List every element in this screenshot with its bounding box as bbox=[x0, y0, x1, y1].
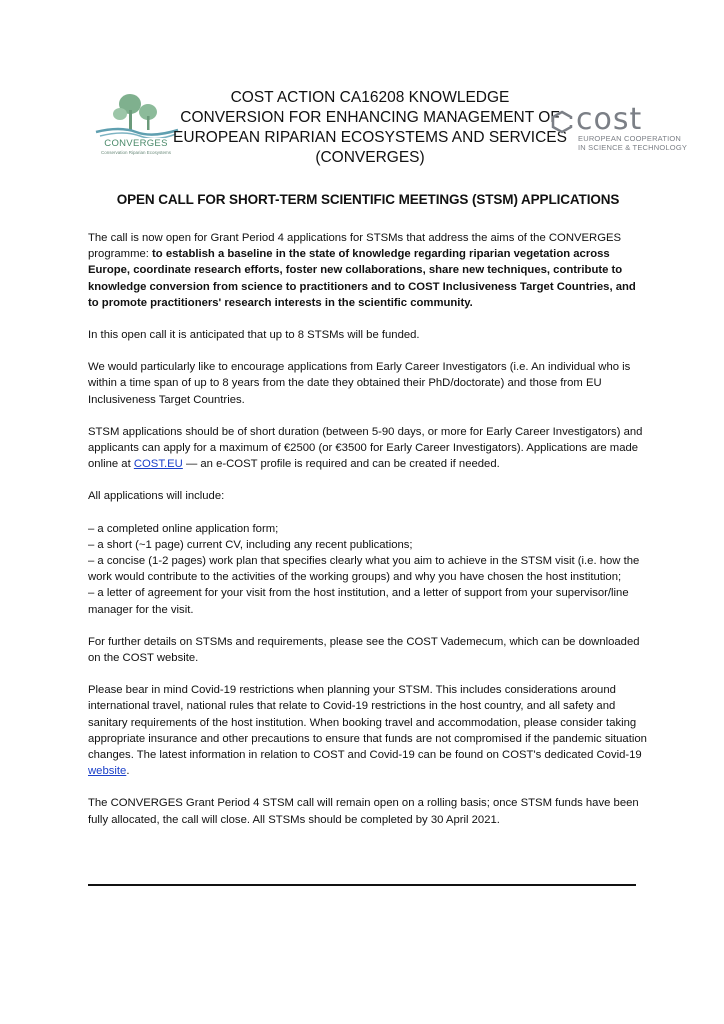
title-line: COST ACTION CA16208 KNOWLEDGE bbox=[230, 89, 510, 106]
cost-eu-link[interactable]: COST.EU bbox=[133, 458, 183, 471]
title-line: EUROPEAN RIPARIAN ECOSYSTEMS AND SERVICES bbox=[173, 129, 567, 146]
paragraph-duration: STSM applications should be of short duration (between 5-90 days, or more for Early Career Investigators) and applicants can apply for a maximum of €2500 (or €3500 for Early Career Investigators). Applications are made online at COST.EU — an e-COST profile is required and can be created if needed. bbox=[88, 425, 643, 471]
cost-wordmark: cost bbox=[576, 102, 643, 137]
cost-hexagon-icon bbox=[550, 110, 574, 134]
paragraph-vademecum: For further details on STSMs and requirements, please see the COST Vademecum, which can be downloaded on the COST website. bbox=[88, 635, 640, 665]
call-headline: OPEN CALL FOR SHORT-TERM SCIENTIFIC MEETINGS (STSM) APPLICATIONS bbox=[116, 192, 620, 207]
header bbox=[60, 88, 700, 178]
paragraph-applications-include: All applications will include: bbox=[88, 490, 225, 503]
list-item: – a concise (1-2 pages) work plan that specifies clearly what you aim to achieve in the STSM visit (i.e. how the work would contribute to the activities of the working groups) and why you have chosen the host institution; bbox=[88, 555, 640, 584]
paragraph-early-career: We would particularly like to encourage applications from Early Career Investigators (i.e. An individual who is within a time span of up to 8 years from the date they obtained their PhD/doctorate) and those from EU Inclusiveness Target Countries. bbox=[88, 361, 631, 406]
paragraph-funding-count: In this open call it is anticipated that up to 8 STSMs will be funded. bbox=[88, 329, 420, 342]
list-item: – a completed online application form; bbox=[88, 522, 279, 535]
requirements-list bbox=[88, 521, 648, 618]
paragraph-intro: The call is now open for Grant Period 4 applications for STSMs that address the aims of the CONVERGES programme: to establish a baseline in the state of knowledge regarding riparian vegetation across Europe, coordinate research efforts, foster new collaborations, share new techniques, contribute to knowledge conversion from science to practitioners and to COST Inclusiveness Target Countries, and to promote practitioners' research interests in the scientific community. bbox=[88, 232, 636, 309]
logo-wordmark: CONVERGES bbox=[104, 138, 168, 149]
cost-logo bbox=[550, 102, 700, 156]
title-line: (CONVERGES) bbox=[315, 149, 425, 166]
aims-bold-text: to establish a baseline in the state of knowledge regarding riparian vegetation across Europe, coordinate research efforts, foster new collaborations, share new techniques, contribute to knowledge conversion from science to practitioners and to COST Inclusiveness Target Countries, and to promote practitioners' research interests in the scientific community. bbox=[88, 248, 636, 309]
document-title bbox=[170, 88, 570, 168]
paragraph-covid: Please bear in mind Covid-19 restrictions when planning your STSM. This includes considerations around international travel, national rules that relate to Covid-19 restrictions in the host country, and all safety and sanitary requirements of the host institution. When booking travel and accommodation, please consider taking appropriate insurance and other precautions to ensure that funds are not compromised if the pandemic situation changes. The latest information in relation to COST and Covid-19 can be found on COST's dedicated Covid-19 website. bbox=[88, 684, 647, 778]
converges-logo bbox=[90, 92, 182, 162]
list-item: – a short (~1 page) current CV, including any recent publications; bbox=[88, 538, 413, 551]
list-item: – a letter of agreement for your visit from the host institution, and a letter of support from your supervisor/line manager for the visit. bbox=[88, 587, 629, 616]
cost-tagline: EUROPEAN COOPERATION IN SCIENCE & TECHNOLOGY bbox=[578, 134, 688, 152]
title-line: CONVERSION FOR ENHANCING MANAGEMENT OF bbox=[180, 109, 560, 126]
bottom-divider bbox=[88, 884, 636, 886]
logo-tagline: Conservation Riparian Ecosystems bbox=[100, 150, 172, 155]
paragraph-rolling-basis: The CONVERGES Grant Period 4 STSM call will remain open on a rolling basis; once STSM funds have been fully allocated, the call will close. All STSMs should be completed by 30 April 2021. bbox=[88, 797, 639, 826]
covid-website-link[interactable]: website bbox=[88, 765, 127, 778]
document-body bbox=[88, 230, 648, 828]
tree-logo-icon bbox=[90, 92, 182, 138]
